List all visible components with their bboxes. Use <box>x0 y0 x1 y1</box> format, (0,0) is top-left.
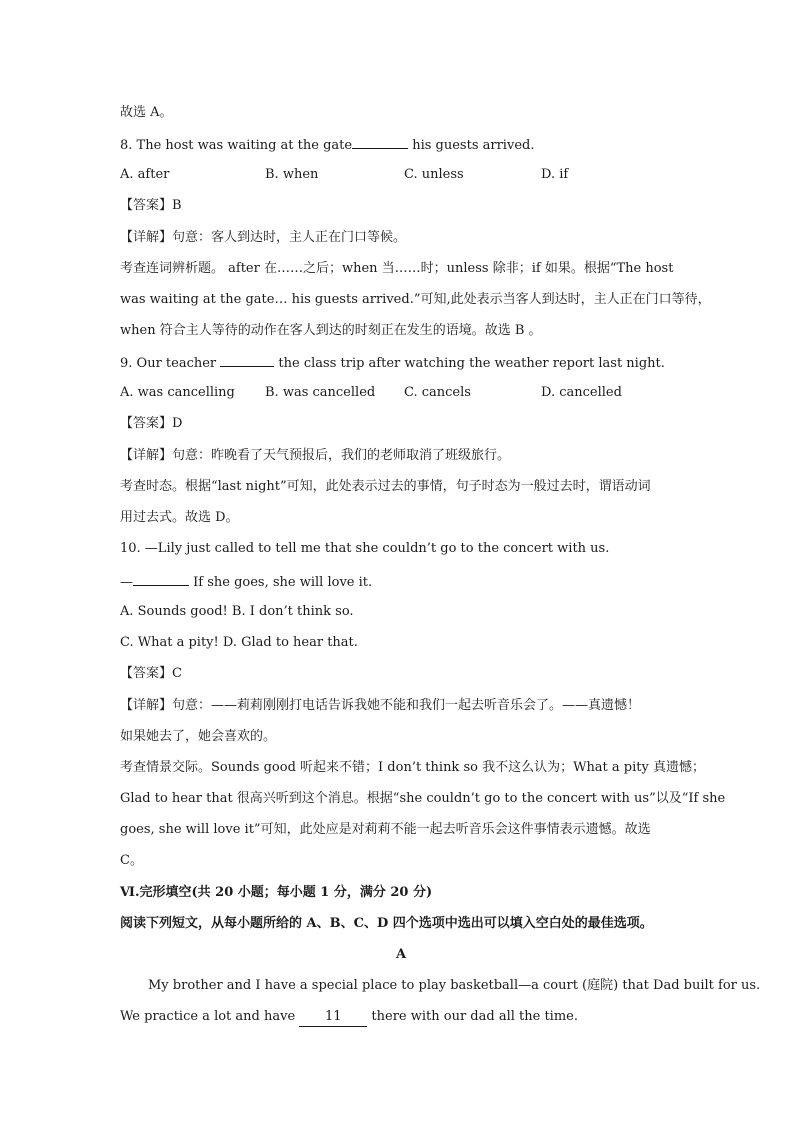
option-a: A. after <box>120 167 170 182</box>
explanation-line: C。 <box>120 853 143 868</box>
question-text: his guests arrived. <box>408 138 535 153</box>
explanation-line: 考查连词辨析题。 after 在……之后；when 当……时；unless 除非；if 如果。根据“The host <box>120 261 674 276</box>
option-c: C. cancels <box>404 385 471 400</box>
passage-text: My brother and I have a special place to play basketball—a court (庭院) that Dad built for us. <box>148 978 761 993</box>
text-line: 故选 A。 <box>120 105 173 120</box>
question-text: — <box>120 575 133 590</box>
question-text: 9. Our teacher <box>120 356 221 371</box>
answer-blank <box>352 135 408 149</box>
question-10-reply <box>120 572 682 592</box>
cloze-blank-11: 11 <box>299 1008 367 1027</box>
question-text: the class trip after watching the weather report last night. <box>274 356 665 371</box>
explanation-line: 【详解】句意：——莉莉刚刚打电话告诉我她不能和我们一起去听音乐会了。——真遗憾！ <box>120 698 641 713</box>
explanation-line: when 符合主人等待的动作在客人到达的时刻正在发生的语境。故选 B 。 <box>120 323 542 338</box>
explanation-line: 如果她去了，她会喜欢的。 <box>120 729 277 744</box>
explanation-line: was waiting at the gate… his guests arrived.”可知,此处表示当客人到达时，主人正在门口等待， <box>120 292 711 307</box>
passage-label: A <box>395 947 407 962</box>
explanation-line: 考查情景交际。Sounds good 听起来不错；I don’t think so 我不这么认为；What a pity 真遗憾； <box>120 760 705 775</box>
question-9 <box>120 353 682 373</box>
question-10-options-ab: A. Sounds good! B. I don’t think so. <box>120 604 354 619</box>
question-8 <box>120 135 682 155</box>
option-b: B. was cancelled <box>265 385 376 400</box>
question-text: If she goes, she will love it. <box>189 575 373 590</box>
explanation-line: 用过去式。故选 D。 <box>120 510 239 525</box>
option-d: D. if <box>541 167 569 182</box>
section-heading: Ⅵ.完形填空(共 20 小题；每小题 1 分，满分 20 分) <box>120 885 433 900</box>
explanation-line: 【详解】句意：客人到达时，主人正在门口等候。 <box>120 230 407 245</box>
option-b: B. when <box>265 167 319 182</box>
passage-text <box>120 1008 682 1027</box>
answer-blank <box>220 353 274 367</box>
passage-text-segment: We practice a lot and have <box>120 1009 300 1024</box>
explanation-line: 【详解】句意：昨晚看了天气预报后，我们的老师取消了班级旅行。 <box>120 448 511 463</box>
answer-line: 【答案】D <box>120 416 183 431</box>
answer-line: 【答案】C <box>120 666 182 681</box>
explanation-line: goes, she will love it”可知，此处应是对莉莉不能一起去听音乐会这件事情表示遗憾。故选 <box>120 822 651 837</box>
answer-blank <box>133 572 189 586</box>
explanation-line: 考查时态。根据“last night”可知，此处表示过去的事情，句子时态为一般过去时，谓语动词 <box>120 479 651 494</box>
option-d: D. cancelled <box>541 385 622 400</box>
section-instructions: 阅读下列短文，从每小题所给的 A、B、C、D 四个选项中选出可以填入空白处的最佳选项。 <box>120 916 653 931</box>
option-a: A. was cancelling <box>120 385 235 400</box>
question-text: 8. The host was waiting at the gate <box>120 138 353 153</box>
explanation-line: Glad to hear that 很高兴听到这个消息。根据“she couldn’t go to the concert with us”以及“If she <box>120 791 726 806</box>
question-10: 10. —Lily just called to tell me that she couldn’t go to the concert with us. <box>120 541 610 556</box>
answer-line: 【答案】B <box>120 198 182 213</box>
passage-text-segment: there with our dad all the time. <box>367 1009 578 1024</box>
option-c: C. unless <box>404 167 464 182</box>
question-10-options-cd: C. What a pity! D. Glad to hear that. <box>120 635 358 650</box>
